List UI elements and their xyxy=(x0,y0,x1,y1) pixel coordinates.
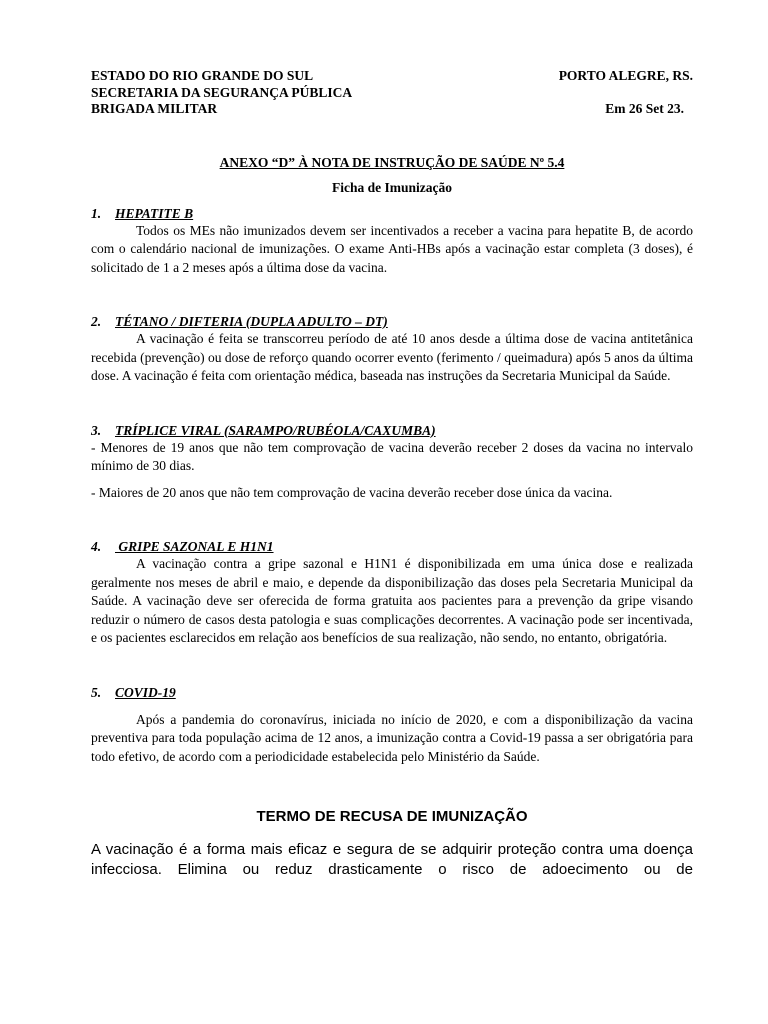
section-title: TÉTANO / DIFTERIA (DUPLA ADULTO – DT) xyxy=(115,314,388,329)
section-triple-viral xyxy=(91,422,693,503)
section-paragraph: - Menores de 19 anos que não tem comprovação de vacina deverão receber 2 doses da vacina no intervalo mínimo de 30 dias. xyxy=(91,439,693,473)
section-paragraph: Todos os MEs não imunizados devem ser incentivados a receber a vacina para hepatite B, de acordo com o calendário nacional de imunizações. O exame Anti-HBs após a vacinação estar completa (3 doses), é solicitado de 1 a 2 meses após a última dose da vacina. xyxy=(91,222,693,275)
header-military-brigade: BRIGADA MILITAR xyxy=(91,101,218,116)
section-title: TRÍPLICE VIRAL (SARAMPO/RUBÉOLA/CAXUMBA) xyxy=(115,422,436,438)
header-state: ESTADO DO RIO GRANDE DO SUL xyxy=(91,68,314,83)
section-paragraph: - Maiores de 20 anos que não tem comprovação de vacina deverão receber dose única da vacina. xyxy=(91,484,613,500)
section-paragraph: A vacinação é feita se transcorreu período de até 10 anos desde a última dose de vacina antitetânica recebida (prevenção) ou dose de reforço quando ocorrer evento (ferimento / queimadura) após 5 anos da última dose. A vacinação é feita com orientação médica, baseada nas instruções da Secretaria Municipal da Saúde. xyxy=(91,331,693,383)
section-seasonal-flu xyxy=(91,538,693,648)
header-line-1 xyxy=(91,68,693,85)
section-title: COVID-19 xyxy=(115,684,176,700)
document-subtitle: Ficha de Imunização xyxy=(332,179,452,195)
section-number: 3. xyxy=(91,422,102,438)
section-paragraph: A vacinação contra a gripe sazonal e H1N1 é disponibilizada em uma única dose e realizada geralmente nos meses de abril e maio, e depende da disponibilização das doses pela Secretaria Municipal da Saúde. A vacinação deve ser oferecida de forma gratuita aos pacientes para a prevenção da gripe visando reduzir o número de casos desta patologia e suas complicações decorrentes. A vacinação pode ser incentivada, e os pacientes esclarecidos em relação aos benefícios de sua realização, não sendo, no entanto, obrigatória. xyxy=(91,556,693,645)
section-number: 1. xyxy=(91,205,102,221)
section-heading xyxy=(91,538,693,555)
section-title: GRIPE SAZONAL E H1N1 xyxy=(115,539,274,554)
document-title-text: ANEXO “D” À NOTA DE INSTRUÇÃO DE SAÚDE Nº 5.4 xyxy=(219,154,565,170)
document-title xyxy=(91,154,693,171)
section-number: 5. xyxy=(91,684,102,700)
section-covid-19 xyxy=(91,684,693,767)
section-tetanus-diphtheria xyxy=(91,313,693,386)
header-city: PORTO ALEGRE, RS. xyxy=(558,68,693,83)
header-line-3 xyxy=(91,101,693,118)
section-heading xyxy=(91,684,693,701)
document-page xyxy=(91,68,693,895)
section-hepatitis-b xyxy=(91,205,693,278)
refusal-term-paragraph: A vacinação é a forma mais eficaz e segura de se adquirir proteção contra uma doença infecciosa. Elimina ou reduz drasticamente o risco de adoecimento ou de xyxy=(91,841,693,878)
section-title: HEPATITE B xyxy=(115,205,194,221)
header-secretariat: SECRETARIA DA SEGURANÇA PÚBLICA xyxy=(91,84,353,100)
header-line-2 xyxy=(91,85,693,102)
section-paragraph: Após a pandemia do coronavírus, iniciada no início de 2020, e com a disponibilização da vacina preventiva para toda população acima de 12 anos, a imunização contra a Covid-19 passa a ser obrigatória para todo efetivo, de acordo com a periodicidade estabelecida pelo Ministério da Saúde. xyxy=(91,711,693,764)
header-date: Em 26 Set 23. xyxy=(605,101,684,116)
section-heading xyxy=(91,313,693,330)
refusal-term-title: TERMO DE RECUSA DE IMUNIZAÇÃO xyxy=(256,808,528,825)
section-number: 2. xyxy=(91,314,102,329)
section-heading xyxy=(91,422,693,439)
section-number: 4. xyxy=(91,539,102,554)
section-heading xyxy=(91,205,693,222)
